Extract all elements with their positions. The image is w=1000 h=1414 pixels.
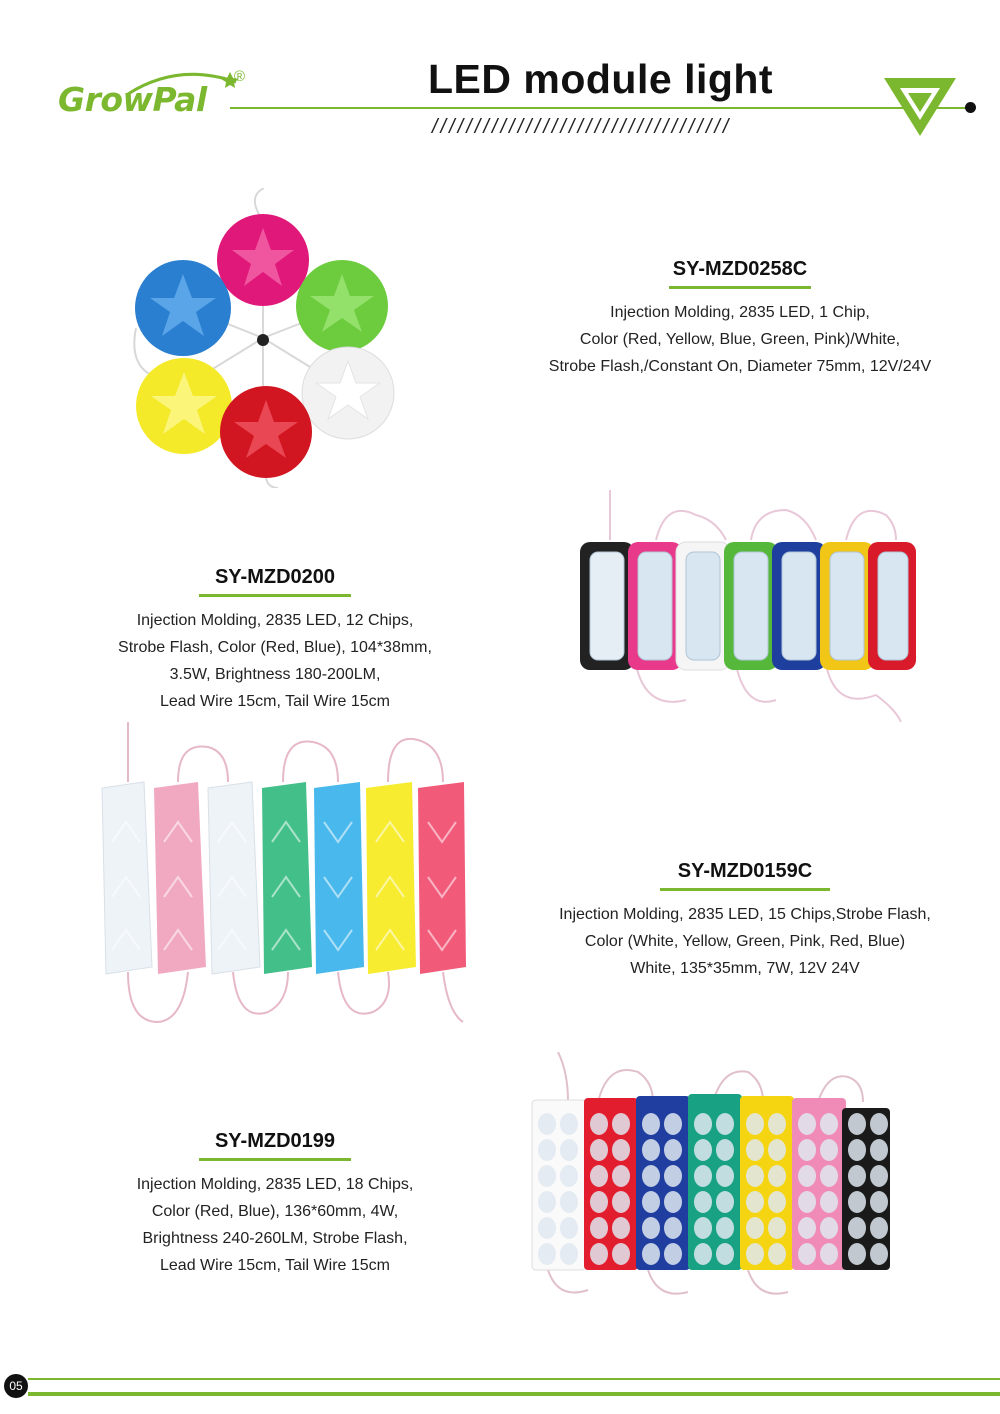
product-spec-line: Strobe Flash, Color (Red, Blue), 104*38mm,: [118, 639, 432, 656]
header-dot-icon: [965, 102, 976, 113]
led-lens: [848, 1191, 866, 1213]
product-spec-line: Injection Molding, 2835 LED, 12 Chips,: [136, 612, 414, 629]
led-lens: [664, 1191, 682, 1213]
led-lens: [716, 1139, 734, 1161]
led-lens: [716, 1165, 734, 1187]
led-lens: [716, 1217, 734, 1239]
product-block-3: [540, 860, 950, 982]
led-lens: [694, 1139, 712, 1161]
led-lens: [820, 1113, 838, 1135]
led-lens: [560, 1217, 578, 1239]
product-code-underline: [660, 888, 830, 891]
led-lens: [820, 1243, 838, 1265]
product-code-underline: [199, 1158, 351, 1161]
led-lens: [870, 1113, 888, 1135]
led-lens: [612, 1113, 630, 1135]
led-lens: [590, 1217, 608, 1239]
led-lens: [870, 1191, 888, 1213]
led-lens: [820, 1191, 838, 1213]
led-lens: [694, 1191, 712, 1213]
product-code: SY-MZD0159C: [677, 860, 813, 882]
header-slash-pattern: ///////////////////////////////////: [432, 116, 732, 138]
led-lens: [538, 1217, 556, 1239]
led-lens: [746, 1139, 764, 1161]
led-lens: [746, 1113, 764, 1135]
led-lens: [664, 1139, 682, 1161]
led-lens: [870, 1217, 888, 1239]
led-lens: [798, 1243, 816, 1265]
led-lens: [664, 1243, 682, 1265]
led-lens: [694, 1243, 712, 1265]
led-lens: [642, 1217, 660, 1239]
led-lens: [768, 1217, 786, 1239]
led-lens: [746, 1165, 764, 1187]
led-lens: [560, 1191, 578, 1213]
product-spec-line: Injection Molding, 2835 LED, 18 Chips,: [136, 1176, 414, 1193]
led-lens: [612, 1217, 630, 1239]
led-lens: [820, 1139, 838, 1161]
led-lens: [642, 1113, 660, 1135]
led-lens: [716, 1113, 734, 1135]
product-code-underline: [199, 594, 351, 597]
registered-mark: ®: [234, 68, 246, 85]
product-code: SY-MZD0258C: [672, 258, 808, 280]
product-description: [80, 1171, 470, 1279]
product-image-12-chip-modules: [576, 490, 916, 722]
led-lens: [642, 1243, 660, 1265]
led-lens: [798, 1191, 816, 1213]
product-spec-line: Color (Red, Yellow, Blue, Green, Pink)/White,: [579, 331, 901, 348]
product-image-round-star-modules: [128, 188, 403, 488]
product-spec-line: Injection Molding, 2835 LED, 15 Chips,Strobe Flash,: [559, 906, 931, 923]
led-lens: [538, 1243, 556, 1265]
led-lens: [694, 1165, 712, 1187]
led-lens: [768, 1113, 786, 1135]
product-spec-line: White, 135*35mm, 7W, 12V 24V: [630, 960, 860, 977]
led-lens: [612, 1139, 630, 1161]
led-lens: [746, 1243, 764, 1265]
led-lens: [848, 1139, 866, 1161]
led-lens: [798, 1113, 816, 1135]
led-lens: [560, 1165, 578, 1187]
led-lens: [768, 1243, 786, 1265]
footer-divider-thick: [28, 1392, 1000, 1396]
led-lens: [538, 1139, 556, 1161]
product-spec-line: Brightness 240-260LM, Strobe Flash,: [142, 1230, 408, 1247]
led-lens: [538, 1113, 556, 1135]
led-lens: [820, 1217, 838, 1239]
led-lens: [848, 1113, 866, 1135]
led-lens: [716, 1243, 734, 1265]
led-lens: [664, 1217, 682, 1239]
led-lens: [664, 1165, 682, 1187]
product-image-arrow-modules: [98, 722, 473, 1028]
led-lens: [848, 1165, 866, 1187]
led-lens: [746, 1191, 764, 1213]
led-lens: [870, 1165, 888, 1187]
led-lens: [848, 1217, 866, 1239]
brand-name: GrowPal: [58, 80, 207, 119]
page-title: LED module light: [428, 56, 774, 102]
product-code: SY-MZD0199: [214, 1130, 336, 1152]
led-lens: [870, 1139, 888, 1161]
led-lens: [664, 1113, 682, 1135]
led-lens: [870, 1243, 888, 1265]
led-lens: [590, 1113, 608, 1135]
led-lens: [612, 1243, 630, 1265]
led-lens: [560, 1243, 578, 1265]
led-lens: [798, 1165, 816, 1187]
led-lens: [798, 1217, 816, 1239]
footer-divider-thin: [28, 1378, 1000, 1380]
led-lens: [768, 1165, 786, 1187]
product-spec-line: Color (Red, Blue), 136*60mm, 4W,: [151, 1203, 399, 1220]
product-description: [80, 607, 470, 715]
led-lens: [560, 1139, 578, 1161]
led-lens: [590, 1165, 608, 1187]
led-lens: [798, 1139, 816, 1161]
led-lens: [560, 1113, 578, 1135]
led-lens: [848, 1243, 866, 1265]
product-block-4: [80, 1130, 470, 1279]
triangle-badge-icon: [880, 74, 960, 140]
led-lens: [590, 1243, 608, 1265]
product-spec-line: Injection Molding, 2835 LED, 1 Chip,: [610, 304, 870, 321]
led-lens: [768, 1191, 786, 1213]
led-lens: [642, 1139, 660, 1161]
led-lens: [694, 1113, 712, 1135]
brand-logo: [58, 68, 258, 128]
product-block-1: [530, 258, 950, 380]
product-code: SY-MZD0200: [214, 566, 336, 588]
led-lens: [642, 1165, 660, 1187]
led-lens: [612, 1191, 630, 1213]
led-lens: [642, 1191, 660, 1213]
led-lens: [612, 1165, 630, 1187]
product-spec-line: Strobe Flash,/Constant On, Diameter 75mm, 12V/24V: [548, 358, 932, 375]
product-spec-line: 3.5W, Brightness 180-200LM,: [169, 666, 381, 683]
led-lens: [694, 1217, 712, 1239]
led-lens: [820, 1165, 838, 1187]
product-description: [530, 299, 950, 380]
product-block-2: [80, 566, 470, 715]
led-lens: [716, 1191, 734, 1213]
product-spec-line: Color (White, Yellow, Green, Pink, Red, Blue): [584, 933, 906, 950]
led-lens: [746, 1217, 764, 1239]
header-divider: [230, 107, 970, 109]
led-lens: [538, 1165, 556, 1187]
product-spec-line: Lead Wire 15cm, Tail Wire 15cm: [160, 1257, 390, 1274]
led-lens: [590, 1139, 608, 1161]
product-spec-line: Lead Wire 15cm, Tail Wire 15cm: [160, 693, 390, 710]
product-description: [540, 901, 950, 982]
product-code-underline: [669, 286, 811, 289]
led-lens: [590, 1191, 608, 1213]
page-number: 05: [4, 1374, 28, 1398]
led-lens: [538, 1191, 556, 1213]
led-lens: [768, 1139, 786, 1161]
product-image-18-chip-modules: [528, 1052, 898, 1300]
